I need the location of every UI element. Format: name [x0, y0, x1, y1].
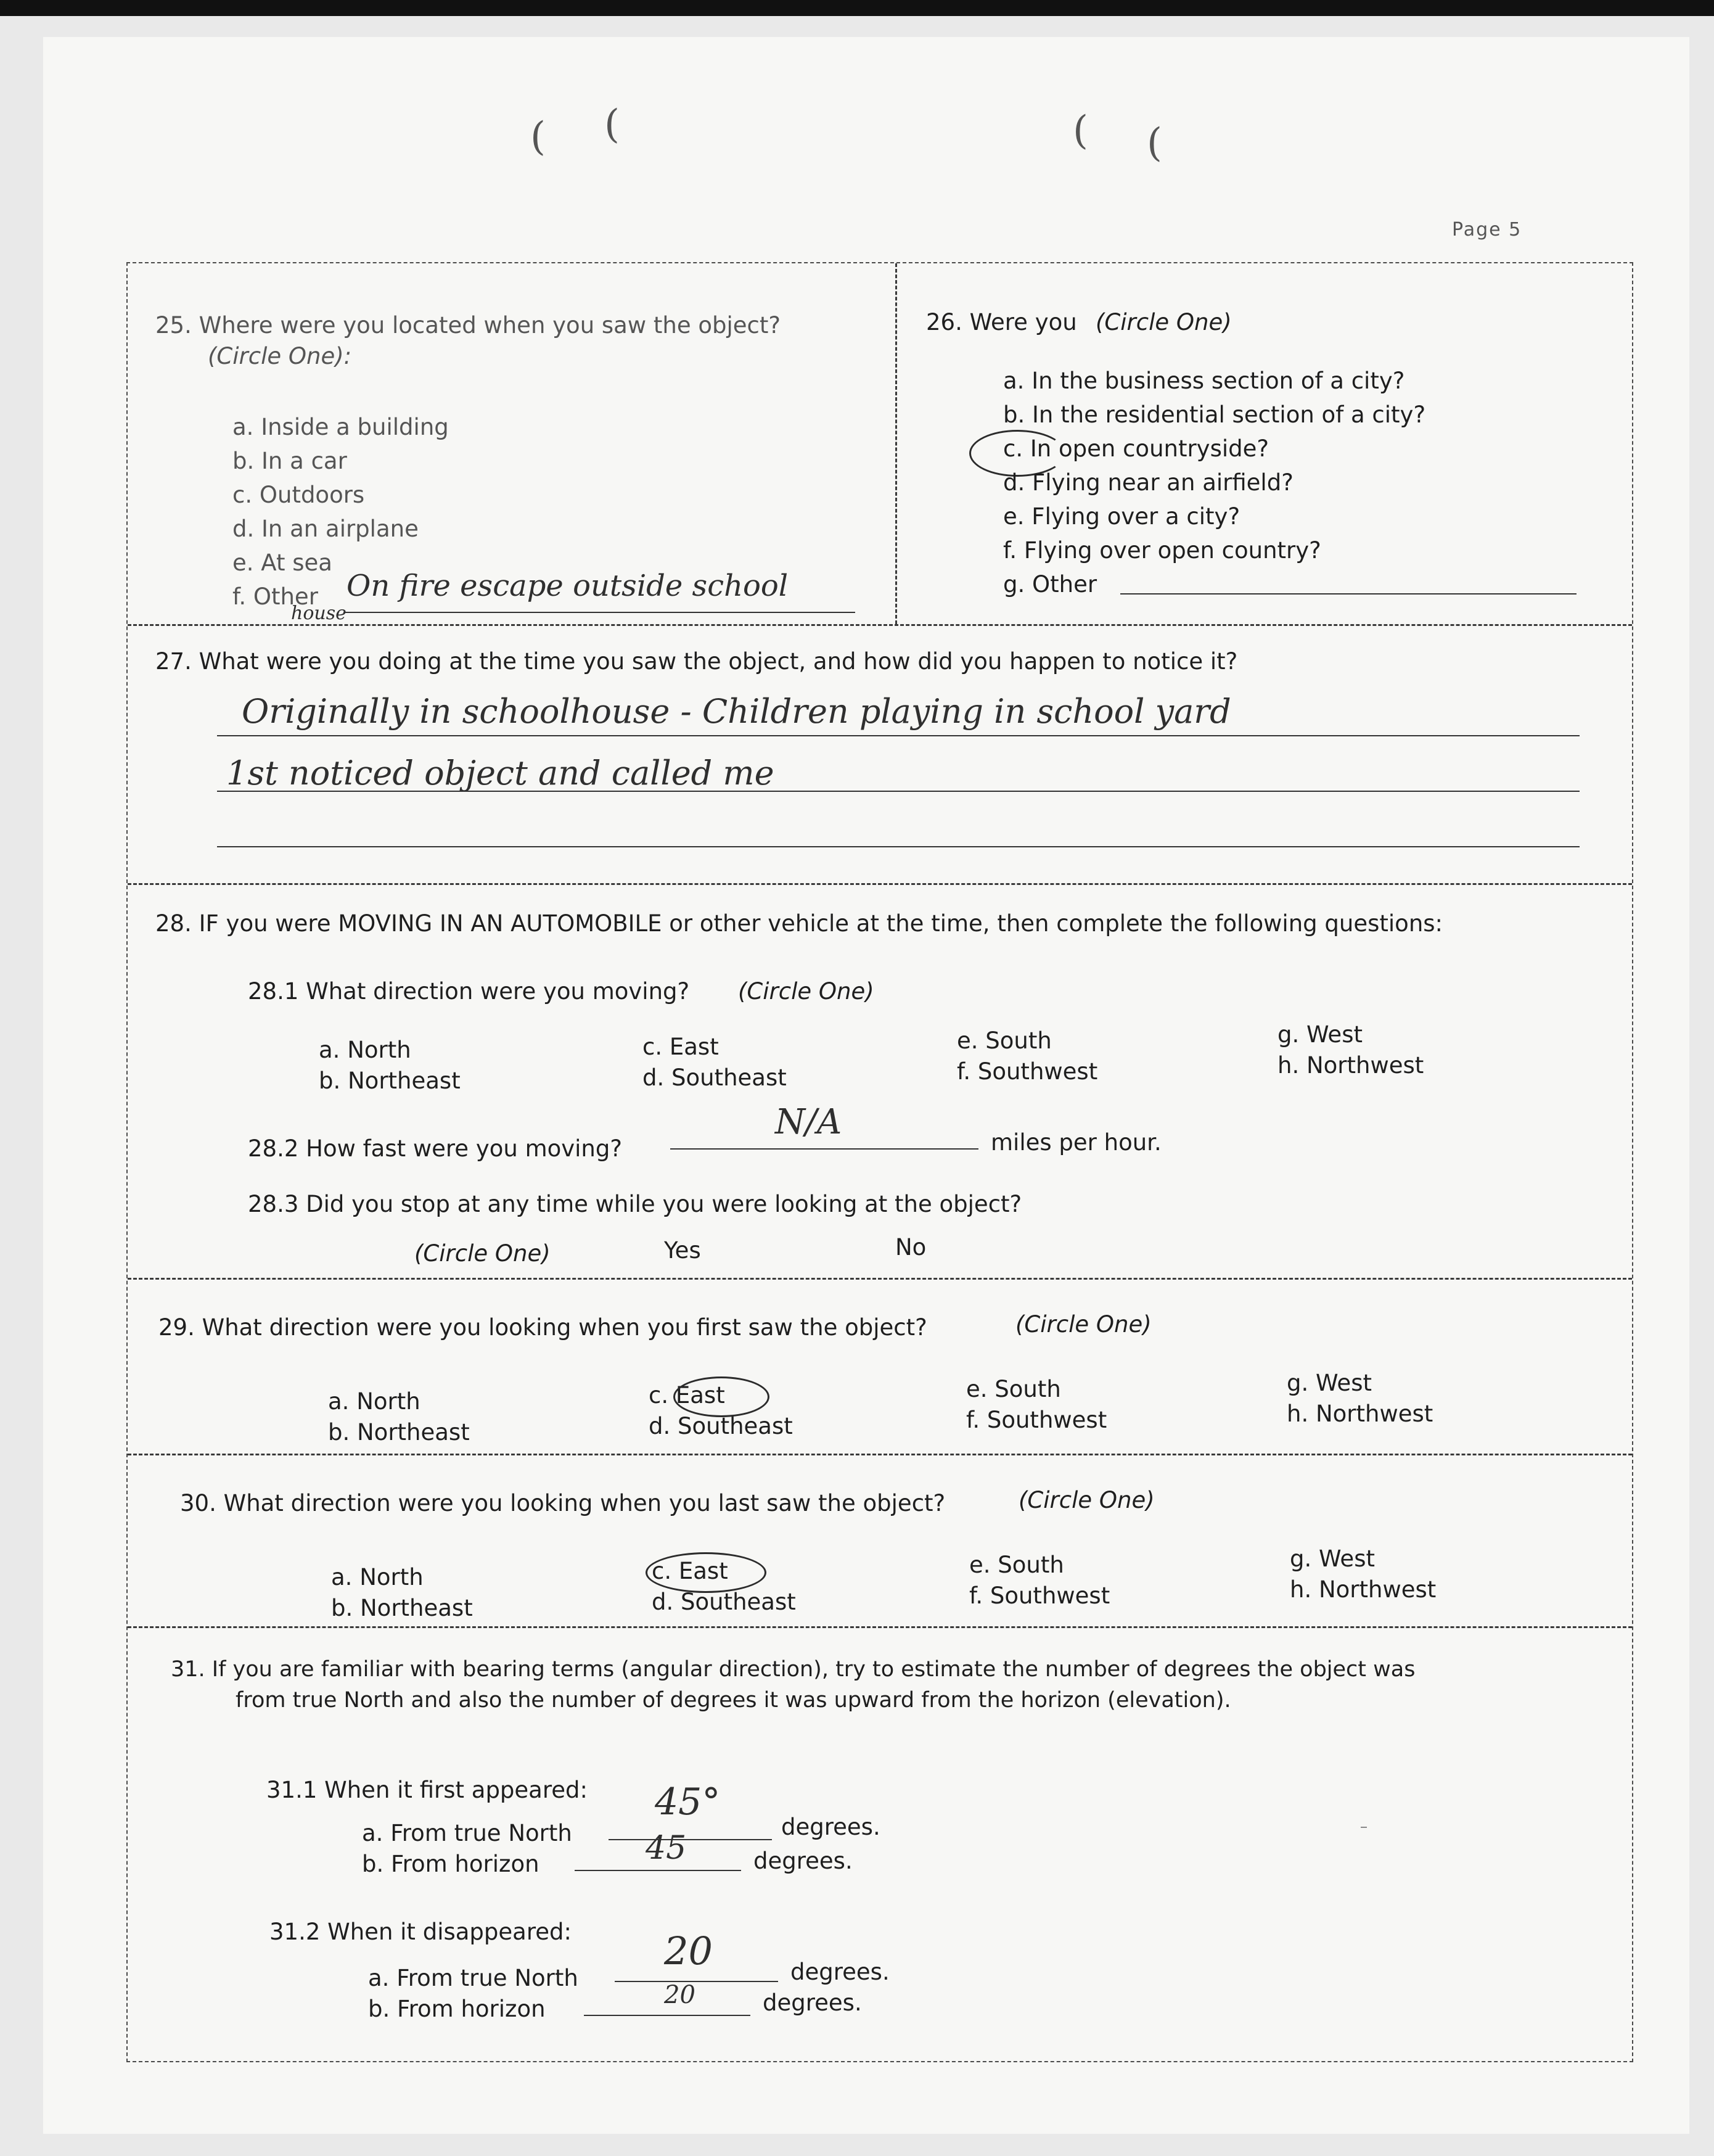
- q25-option-d: d. In an airplane: [232, 516, 419, 542]
- q31-2-north-degrees: degrees.: [790, 1959, 890, 1985]
- punch-hole-mark: (: [1147, 120, 1162, 166]
- q25-option-c: c. Outdoors: [232, 482, 365, 508]
- q28-dir-northwest: h. Northwest: [1277, 1052, 1424, 1079]
- q28-2-unit: miles per hour.: [991, 1129, 1162, 1156]
- q25-other-answer: On fire escape outside school: [346, 569, 789, 603]
- q26-option-c: c. In open countryside?: [1003, 435, 1269, 462]
- q29-dir-northeast: b. Northeast: [328, 1419, 470, 1446]
- q28-1-instruction: (Circle One): [738, 978, 874, 1005]
- q31-2-horizon-label: b. From horizon: [368, 1996, 546, 2022]
- q29-instruction: (Circle One): [1015, 1311, 1152, 1338]
- q28-3-yes: Yes: [664, 1237, 701, 1264]
- q28-3-instruction: (Circle One): [414, 1240, 551, 1267]
- section-divider: [128, 1454, 1632, 1455]
- stray-mark: [1361, 1827, 1367, 1828]
- punch-hole-mark: (: [530, 114, 546, 160]
- q30-dir-south: e. South: [969, 1552, 1064, 1578]
- q29-answer-circle: [673, 1376, 769, 1417]
- q28-dir-north: a. North: [319, 1037, 411, 1063]
- q25-option-b: b. In a car: [232, 448, 347, 474]
- section-divider: [128, 1278, 1632, 1280]
- q26-option-b: b. In the residential section of a city?: [1003, 401, 1426, 428]
- q25-q26-divider: [895, 263, 897, 624]
- q29-dir-north: a. North: [328, 1388, 420, 1415]
- q28-dir-south: e. South: [957, 1027, 1052, 1054]
- q31-1-horizon-degrees: degrees.: [753, 1848, 853, 1874]
- q27-answer-rule: [217, 735, 1580, 736]
- q31-1-horizon-label: b. From horizon: [362, 1851, 539, 1877]
- q31-1-horizon-answer: 45: [646, 1830, 687, 1867]
- q31-2-north-label: a. From true North: [368, 1965, 578, 1991]
- q29-dir-west: g. West: [1287, 1370, 1372, 1396]
- q31-2-heading: 31.2 When it disappeared:: [269, 1919, 572, 1945]
- q25-option-f: f. Other: [232, 583, 318, 610]
- q29-dir-south: e. South: [966, 1376, 1061, 1402]
- q28-2-question: 28.2 How fast were you moving?: [248, 1135, 622, 1162]
- q29-dir-northwest: h. Northwest: [1287, 1401, 1433, 1427]
- q28-3-no: No: [895, 1234, 927, 1261]
- q26-option-a: a. In the business section of a city?: [1003, 368, 1405, 394]
- q28-dir-west: g. West: [1277, 1021, 1363, 1048]
- q27-question: 27. What were you doing at the time you saw the object, and how did you happen to notice it?: [155, 648, 1238, 675]
- q26-other-line: [1120, 593, 1577, 595]
- q25-option-e: e. At sea: [232, 549, 332, 576]
- document-page: [43, 37, 1689, 2134]
- q26-option-f: f. Flying over open country?: [1003, 537, 1321, 564]
- q25-other-answer-cont: house: [291, 603, 346, 624]
- q30-dir-east: c. East: [652, 1558, 728, 1584]
- q28-1-question: 28.1 What direction were you moving?: [248, 978, 690, 1005]
- q26-option-d: d. Flying near an airfield?: [1003, 469, 1294, 496]
- q29-dir-southeast: d. Southeast: [649, 1413, 793, 1439]
- q26-question: 26. Were you: [926, 309, 1077, 335]
- q26-option-e: e. Flying over a city?: [1003, 503, 1240, 530]
- q27-answer-line1: Originally in schoolhouse - Children playing in school yard: [242, 692, 1231, 731]
- q31-1-north-answer: 45°: [655, 1780, 721, 1824]
- q30-dir-southeast: d. Southeast: [652, 1589, 796, 1615]
- q31-2-horizon-line: [584, 2015, 750, 2016]
- q31-1-north-line: [609, 1839, 772, 1840]
- q30-dir-west: g. West: [1290, 1545, 1375, 1572]
- q26-option-g: g. Other: [1003, 571, 1097, 598]
- section-divider: [128, 883, 1632, 885]
- q31-question-line1: 31. If you are familiar with bearing terms (angular direction), try to estimate the number of degrees the object was: [171, 1657, 1416, 1682]
- q30-dir-southwest: f. Southwest: [969, 1582, 1110, 1609]
- questionnaire-form: [126, 262, 1633, 2062]
- q30-instruction: (Circle One): [1019, 1487, 1155, 1513]
- q31-1-horizon-line: [575, 1870, 741, 1871]
- punch-hole-mark: (: [1073, 108, 1088, 154]
- q28-dir-southeast: d. Southeast: [642, 1064, 787, 1091]
- q31-1-north-degrees: degrees.: [781, 1814, 880, 1840]
- q31-2-horizon-answer: 20: [664, 1981, 695, 2009]
- q28-question: 28. IF you were MOVING IN AN AUTOMOBILE or other vehicle at the time, then complete the following questions:: [155, 910, 1443, 937]
- q31-1-north-label: a. From true North: [362, 1820, 572, 1846]
- scan-top-border: [0, 0, 1714, 16]
- q31-question-line2: from true North and also the number of degrees it was upward from the horizon (elevation).: [236, 1688, 1231, 1713]
- q29-dir-east: c. East: [649, 1382, 725, 1409]
- q28-dir-east: c. East: [642, 1034, 719, 1060]
- q31-1-heading: 31.1 When it first appeared:: [266, 1777, 588, 1803]
- q28-dir-northeast: b. Northeast: [319, 1068, 461, 1094]
- q27-answer-rule: [217, 846, 1580, 847]
- page-number: Page 5: [1452, 219, 1522, 241]
- q25-option-a: a. Inside a building: [232, 414, 449, 440]
- punch-hole-mark: (: [604, 102, 620, 147]
- q25-other-line: [343, 612, 855, 613]
- q30-dir-northwest: h. Northwest: [1290, 1576, 1437, 1603]
- q28-dir-southwest: f. Southwest: [957, 1058, 1098, 1085]
- q31-2-horizon-degrees: degrees.: [763, 1989, 862, 2016]
- q30-dir-north: a. North: [331, 1564, 424, 1590]
- q31-2-north-answer: 20: [664, 1928, 713, 1973]
- q29-question: 29. What direction were you looking when you first saw the object?: [158, 1314, 927, 1341]
- q29-dir-southwest: f. Southwest: [966, 1407, 1107, 1433]
- q31-2-north-line: [615, 1981, 778, 1982]
- section-divider: [128, 1626, 1632, 1628]
- section-divider: [128, 624, 1632, 626]
- q28-2-answer: N/A: [775, 1102, 842, 1142]
- q28-3-question: 28.3 Did you stop at any time while you were looking at the object?: [248, 1191, 1022, 1217]
- q26-instruction: (Circle One): [1096, 309, 1232, 335]
- q27-answer-line2: 1st noticed object and called me: [226, 754, 774, 792]
- q30-question: 30. What direction were you looking when you last saw the object?: [180, 1490, 946, 1516]
- q27-answer-rule: [217, 791, 1580, 792]
- q30-dir-northeast: b. Northeast: [331, 1595, 473, 1621]
- q25-instruction: (Circle One):: [208, 343, 352, 369]
- q30-answer-circle: [646, 1552, 766, 1593]
- q28-2-answer-line: [670, 1148, 978, 1150]
- q25-question: 25. Where were you located when you saw the object?: [155, 312, 781, 339]
